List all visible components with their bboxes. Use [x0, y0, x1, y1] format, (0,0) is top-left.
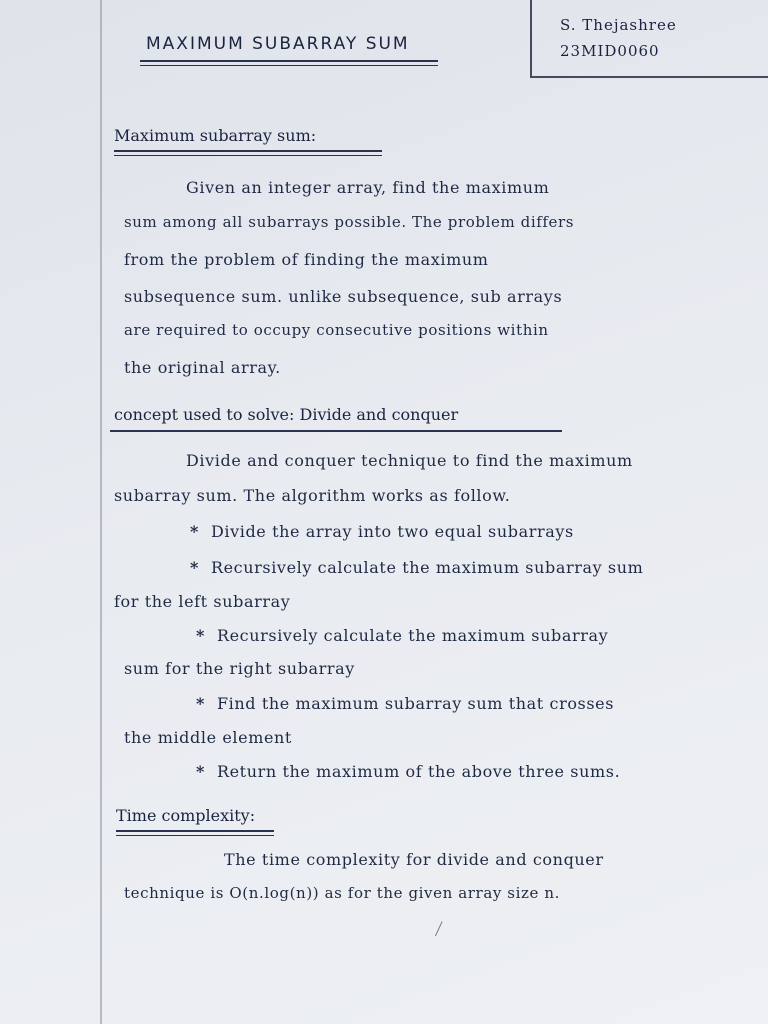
- definition-line: from the problem of finding the maximum: [124, 250, 489, 269]
- definition-line: sum among all subarrays possible. The problem differs: [124, 213, 575, 231]
- asterisk-bullet-icon: *: [196, 762, 205, 781]
- complexity-line: The time complexity for divide and conquer: [224, 850, 604, 869]
- concept-step-continuation: for the left subarray: [114, 592, 291, 611]
- asterisk-bullet-icon: *: [196, 694, 205, 713]
- definition-line: the original array.: [124, 358, 281, 377]
- concept-heading: concept used to solve: Divide and conquer: [114, 405, 459, 424]
- concept-step: * Find the maximum subarray sum that crosses: [196, 694, 615, 713]
- author-name: S. Thejashree: [560, 16, 677, 34]
- concept-step: * Divide the array into two equal subarrays: [190, 522, 574, 541]
- concept-step: * Return the maximum of the above three sums.: [196, 762, 621, 781]
- complexity-heading: Time complexity:: [116, 806, 256, 825]
- author-box: [530, 0, 768, 78]
- complexity-line: technique is O(n.log(n)) as for the given array size n.: [124, 884, 560, 902]
- complexity-heading-underline: [116, 830, 274, 832]
- definition-line: subsequence sum. unlike subsequence, sub arrays: [124, 287, 563, 306]
- definition-line: Given an integer array, find the maximum: [186, 178, 550, 197]
- concept-step: * Recursively calculate the maximum subarray sum: [190, 558, 644, 577]
- concept-step-continuation: sum for the right subarray: [124, 659, 355, 678]
- definition-heading-underline: [114, 150, 382, 152]
- page-title: MAXIMUM SUBARRAY SUM: [146, 34, 410, 54]
- title-underline-second: [140, 65, 438, 66]
- author-id: 23MID0060: [560, 42, 660, 60]
- title-underline: [140, 60, 438, 62]
- asterisk-bullet-icon: *: [190, 558, 199, 577]
- concept-heading-underline: [110, 430, 562, 432]
- pen-mark: [435, 921, 448, 938]
- concept-intro-line: subarray sum. The algorithm works as follow.: [114, 486, 511, 505]
- concept-step-continuation: the middle element: [124, 728, 292, 747]
- asterisk-bullet-icon: *: [190, 522, 199, 541]
- definition-heading: Maximum subarray sum:: [114, 126, 317, 145]
- margin-line: [100, 0, 102, 1024]
- concept-step: * Recursively calculate the maximum subarray: [196, 626, 609, 645]
- concept-intro-line: Divide and conquer technique to find the maximum: [186, 451, 633, 470]
- complexity-heading-underline-second: [116, 835, 274, 836]
- definition-heading-underline-second: [114, 155, 382, 156]
- definition-line: are required to occupy consecutive positions within: [124, 321, 549, 339]
- asterisk-bullet-icon: *: [196, 626, 205, 645]
